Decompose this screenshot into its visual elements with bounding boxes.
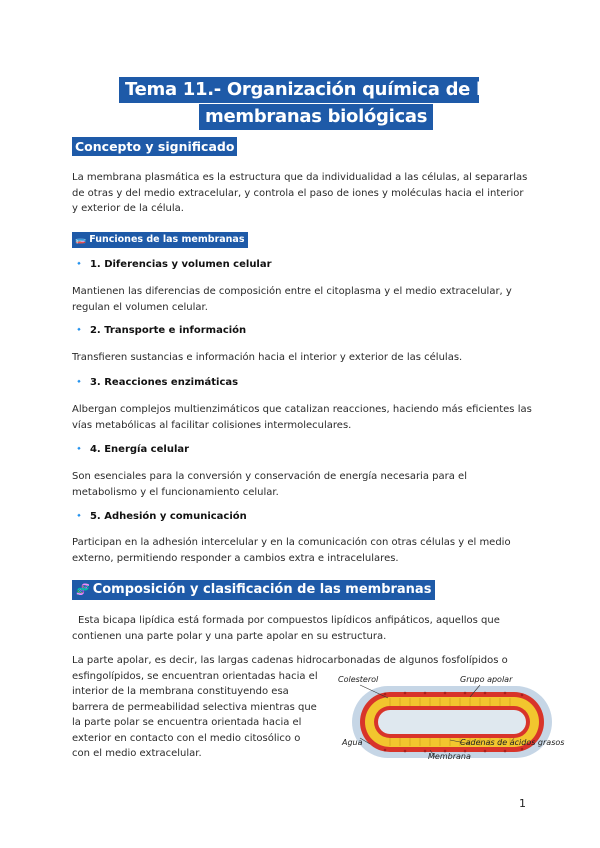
funcion-item-3-title: 🔹 3. Reacciones enzimáticas [74, 377, 239, 388]
section-heading-funciones [72, 232, 248, 248]
funcion-item-4-title: 🔹 4. Energía celular [74, 444, 190, 455]
funcion-item-5-title: 🔹 5. Adhesión y comunicación [74, 511, 247, 522]
composicion-heading-text: Composición y clasificación de las membranas [92, 582, 432, 597]
label-agua: Agua [342, 738, 363, 747]
page-title-line1: Tema 11.- Organización química de las [119, 77, 479, 103]
composicion-paragraph-2: La parte apolar, es decir, las largas cadenas hidrocarbonadas de algunos fosfolípidos o esfingolípidos, se encuentran orientadas hacia el interior de la membrana constituyendo esa barrera de permeabilidad selectiva mientras que la parte polar se encuentra orientada hacia el exterior en contacto con el medio citosólico o con el medio extracelular. [72, 655, 508, 759]
section-heading-concepto: Concepto y significado [72, 137, 237, 156]
petri-dish-icon: 🧫 [75, 235, 87, 245]
blue-diamond-icon: 🔹 [74, 259, 84, 268]
funciones-heading-text: Funciones de las membranas [89, 234, 245, 245]
blue-diamond-icon: 🔹 [74, 325, 84, 334]
funcion-item-1-title: 🔹 1. Diferencias y volumen celular [74, 259, 272, 270]
label-grupo-apolar: Grupo apolar [460, 675, 513, 684]
funcion-item-4-text: Son esenciales para la conversión y conservación de energía necesaria para el metabolismo y el funcionamiento celular. [72, 471, 467, 498]
inner-water [378, 710, 526, 734]
section-heading-composicion [72, 580, 435, 600]
funcion-item-2-title: 🔹 2. Transporte e información [74, 325, 247, 336]
label-membrana: Membrana [428, 752, 471, 761]
page-title-line2: membranas biológicas [199, 104, 433, 130]
funcion-item-2-text: Transfieren sustancias e información hacia el interior y exterior de las células. [72, 352, 463, 363]
composicion-paragraph-1: Esta bicapa lipídica está formada por compuestos lipídicos anfipáticos, aquellos que contienen una parte polar y una parte apolar en su estructura. [72, 615, 500, 642]
membrane-figure [330, 672, 570, 772]
funcion-item-3-text: Albergan complejos multienzimáticos que catalizan reacciones, haciendo más eficientes las vías metabólicas al facilitar colisiones intermoleculares. [72, 404, 532, 431]
blue-diamond-icon: 🔹 [74, 511, 84, 520]
funcion-item-1-text: Mantienen las diferencias de composición entre el citoplasma y el medio extracelular, y regulan el volumen celular. [72, 286, 512, 313]
dna-icon: 🧬 [76, 583, 90, 596]
page-number: 1 [519, 797, 526, 810]
blue-diamond-icon: 🔹 [74, 377, 84, 386]
label-cadenas-acidos-grasos: Cadenas de ácidos grasos [460, 738, 565, 747]
blue-diamond-icon: 🔹 [74, 444, 84, 453]
label-colesterol: Colesterol [338, 675, 379, 684]
concepto-paragraph: La membrana plasmática es la estructura que da individualidad a las células, al separarlas de otras y del medio extracelular, y controla el paso de iones y moléculas hacia el interior y exterior de la célula. [72, 172, 528, 214]
funcion-item-5-text: Participan en la adhesión intercelular y en la comunicación con otras células y el medio externo, permitiendo responder a cambios extra e intracelulares. [72, 537, 511, 564]
